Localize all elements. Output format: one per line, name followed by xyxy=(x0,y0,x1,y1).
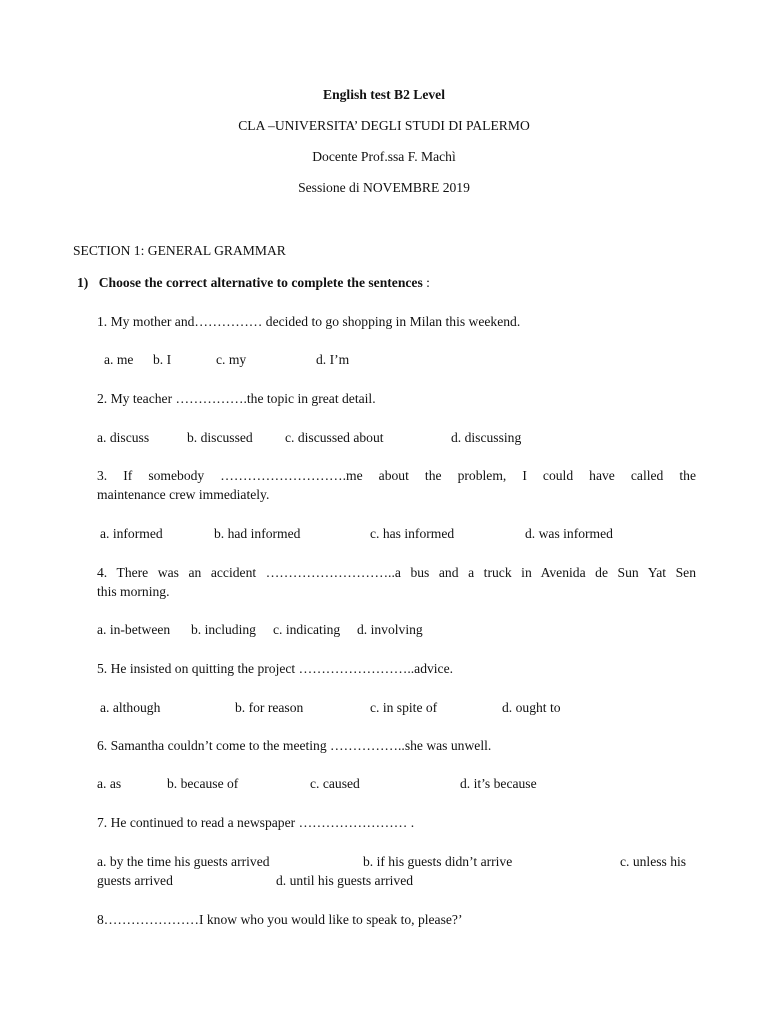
question-4-option-b: b. including xyxy=(191,622,256,637)
question-5-text: 5. He insisted on quitting the project ……………………..advice. xyxy=(97,661,454,676)
question-6-option-b: b. because of xyxy=(167,776,239,791)
exercise-instruction-suffix: : xyxy=(422,275,430,290)
institution-name: CLA –UNIVERSITA’ DEGLI STUDI DI PALERMO xyxy=(238,118,530,133)
question-7-option-d: d. until his guests arrived xyxy=(276,873,414,888)
question-1-option-a: a. me xyxy=(104,352,134,367)
question-2-option-a: a. discuss xyxy=(97,430,150,445)
question-7-text: 7. He continued to read a newspaper …………………… . xyxy=(97,815,415,830)
question-7-option-c-continued: guests arrived xyxy=(97,873,173,888)
question-5-option-a: a. although xyxy=(100,700,161,715)
question-2-text: 2. My teacher …………….the topic in great detail. xyxy=(97,391,376,406)
question-8-text: 8…………………I know who you would like to speak to, please?’ xyxy=(97,912,463,927)
question-4-option-a: a. in-between xyxy=(97,622,171,637)
question-3-option-c: c. has informed xyxy=(370,526,455,541)
question-5-option-d: d. ought to xyxy=(502,700,561,715)
question-2-option-d: d. discussing xyxy=(451,430,522,445)
question-4-option-d: d. involving xyxy=(357,622,423,637)
question-3-option-d: d. was informed xyxy=(525,526,613,541)
question-2-option-c: c. discussed about xyxy=(285,430,384,445)
question-5-option-c: c. in spite of xyxy=(370,700,438,715)
question-3-option-b: b. had informed xyxy=(214,526,301,541)
question-5-option-b: b. for reason xyxy=(235,700,304,715)
question-4-text-line-2: this morning. xyxy=(97,584,170,599)
teacher-name: Docente Prof.ssa F. Machì xyxy=(312,149,456,164)
question-7-option-a: a. by the time his guests arrived xyxy=(97,854,270,869)
test-title: English test B2 Level xyxy=(323,87,445,102)
exercise-instruction-text: Choose the correct alternative to complete the sentences xyxy=(98,275,423,290)
question-1-text: 1. My mother and…………… decided to go shopping in Milan this weekend. xyxy=(97,314,521,329)
question-3-text-line-2: maintenance crew immediately. xyxy=(97,487,270,502)
question-7-option-c: c. unless his xyxy=(620,854,687,869)
question-6-option-c: c. caused xyxy=(310,776,360,791)
question-2-option-b: b. discussed xyxy=(187,430,253,445)
question-4-option-c: c. indicating xyxy=(273,622,341,637)
section-heading: SECTION 1: GENERAL GRAMMAR xyxy=(73,243,286,258)
question-6-option-d: d. it’s because xyxy=(460,776,537,791)
question-6-text: 6. Samantha couldn’t come to the meeting ……………..she was unwell. xyxy=(97,738,492,753)
question-1-option-d: d. I’m xyxy=(316,352,350,367)
question-3-text-line-1: 3. If somebody ……………………….me about the problem, I could have called the xyxy=(97,468,696,483)
question-3-option-a: a. informed xyxy=(100,526,163,541)
exercise-number: 1) xyxy=(77,275,89,290)
question-1-option-c: c. my xyxy=(216,352,247,367)
question-4-text-line-1: 4. There was an accident ………………………..a bus and a truck in Avenida de Sun Yat Sen xyxy=(97,565,696,580)
question-7-option-b: b. if his guests didn’t arrive xyxy=(363,854,513,869)
question-6-option-a: a. as xyxy=(97,776,122,791)
question-1-option-b: b. I xyxy=(153,352,172,367)
session-date: Sessione di NOVEMBRE 2019 xyxy=(298,180,470,195)
exercise-instruction xyxy=(77,275,430,291)
